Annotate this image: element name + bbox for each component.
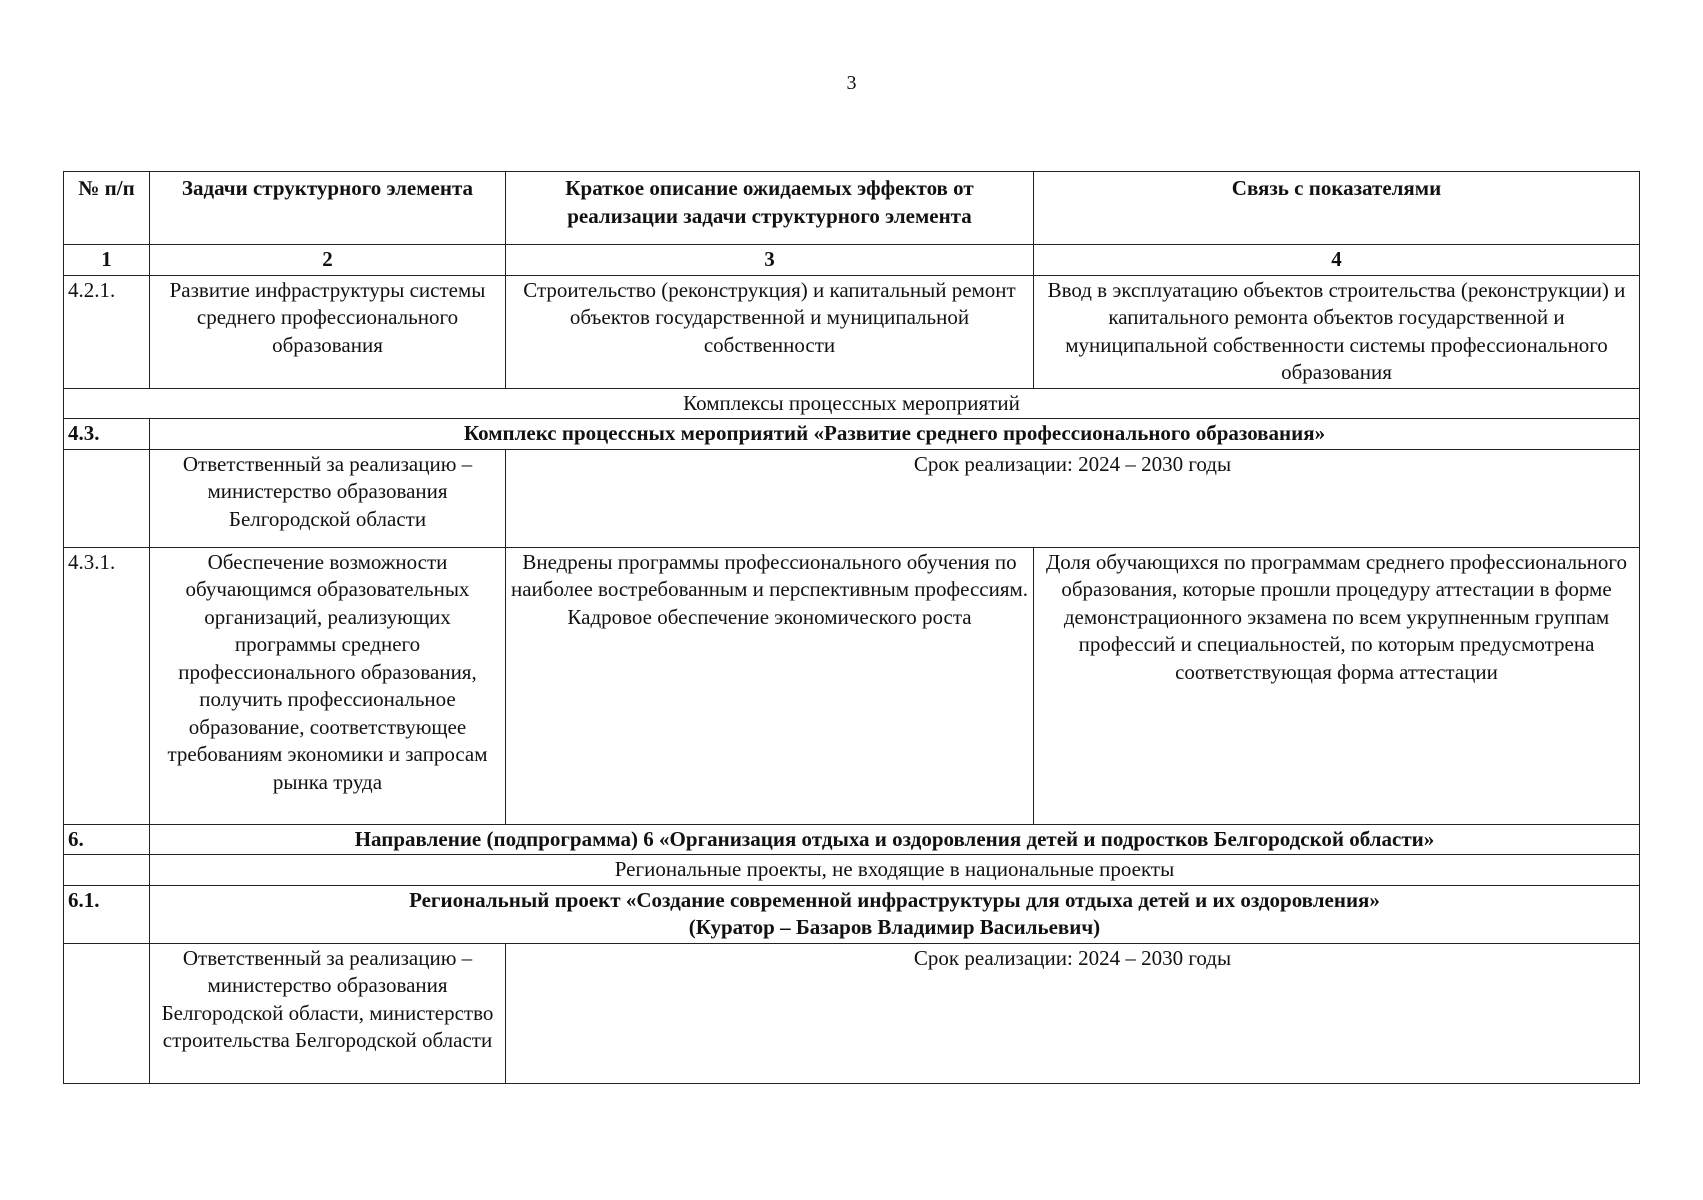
term-cell: Срок реализации: 2024 – 2030 годы xyxy=(506,943,1640,1083)
column-number: 1 xyxy=(64,245,150,276)
direction-title: Направление (подпрограмма) 6 «Организация отдыха и оздоровления детей и подростков Белгородской области» xyxy=(150,824,1640,855)
project-name: Региональный проект «Создание современной инфраструктуры для отдыха детей и их оздоровления» xyxy=(409,887,1380,912)
section-title: Региональные проекты, не входящие в национальные проекты xyxy=(150,855,1640,886)
table-row xyxy=(64,419,1640,450)
project-title xyxy=(150,885,1640,943)
column-number: 2 xyxy=(150,245,506,276)
table-header-row xyxy=(64,172,1640,245)
header-tasks: Задачи структурного элемента xyxy=(150,172,506,245)
row-number: 6. xyxy=(64,824,150,855)
header-effects: Краткое описание ожидаемых эффектов от реализации задачи структурного элемента xyxy=(506,172,1034,245)
row-task: Развитие инфраструктуры системы среднего профессионального образования xyxy=(150,275,506,388)
row-indicator: Доля обучающихся по программам среднего профессионального образования, которые прошли процедуру аттестации в форме демонстрационного экзамена по всем укрупненным группам профессий и специальностей, по которым предусмотрена соответствующая форма аттестации xyxy=(1034,547,1640,824)
row-indicator: Ввод в эксплуатацию объектов строительства (реконструкции) и капитального ремонта объектов государственной и муниципальной собственности системы профессионального образования xyxy=(1034,275,1640,388)
column-numbers-row xyxy=(64,245,1640,276)
table-row xyxy=(64,885,1640,943)
complex-title: Комплекс процессных мероприятий «Развитие среднего профессионального образования» xyxy=(150,419,1640,450)
responsible-cell: Ответственный за реализацию – министерство образования Белгородской области, министерство строительства Белгородской области xyxy=(150,943,506,1083)
row-number xyxy=(64,449,150,547)
header-number: № п/п xyxy=(64,172,150,245)
row-number xyxy=(64,943,150,1083)
row-number xyxy=(64,855,150,886)
term-cell: Срок реализации: 2024 – 2030 годы xyxy=(506,449,1640,547)
row-effect: Внедрены программы профессионального обучения по наиболее востребованным и перспективным профессиям. Кадровое обеспечение экономического роста xyxy=(506,547,1034,824)
section-row xyxy=(64,855,1640,886)
table-row xyxy=(64,943,1640,1083)
table-row xyxy=(64,275,1640,388)
table-row xyxy=(64,824,1640,855)
responsible-cell: Ответственный за реализацию – министерство образования Белгородской области xyxy=(150,449,506,547)
table-row xyxy=(64,449,1640,547)
table-row xyxy=(64,547,1640,824)
row-task: Обеспечение возможности обучающимся образовательных организаций, реализующих программы среднего профессионального образования, получить профессиональное образование, соответствующее требованиям экономики и запросам рынка труда xyxy=(150,547,506,824)
column-number: 3 xyxy=(506,245,1034,276)
structural-elements-table xyxy=(63,171,1640,1084)
row-number: 4.2.1. xyxy=(64,275,150,388)
column-number: 4 xyxy=(1034,245,1640,276)
project-curator: (Куратор – Базаров Владимир Васильевич) xyxy=(688,915,1101,939)
row-number: 4.3. xyxy=(64,419,150,450)
row-effect: Строительство (реконструкция) и капитальный ремонт объектов государственной и муниципальной собственности xyxy=(506,275,1034,388)
section-row xyxy=(64,388,1640,419)
row-number: 6.1. xyxy=(64,885,150,943)
page-number: 3 xyxy=(846,72,857,94)
row-number: 4.3.1. xyxy=(64,547,150,824)
header-indicators: Связь с показателями xyxy=(1034,172,1640,245)
section-title: Комплексы процессных мероприятий xyxy=(64,388,1640,419)
